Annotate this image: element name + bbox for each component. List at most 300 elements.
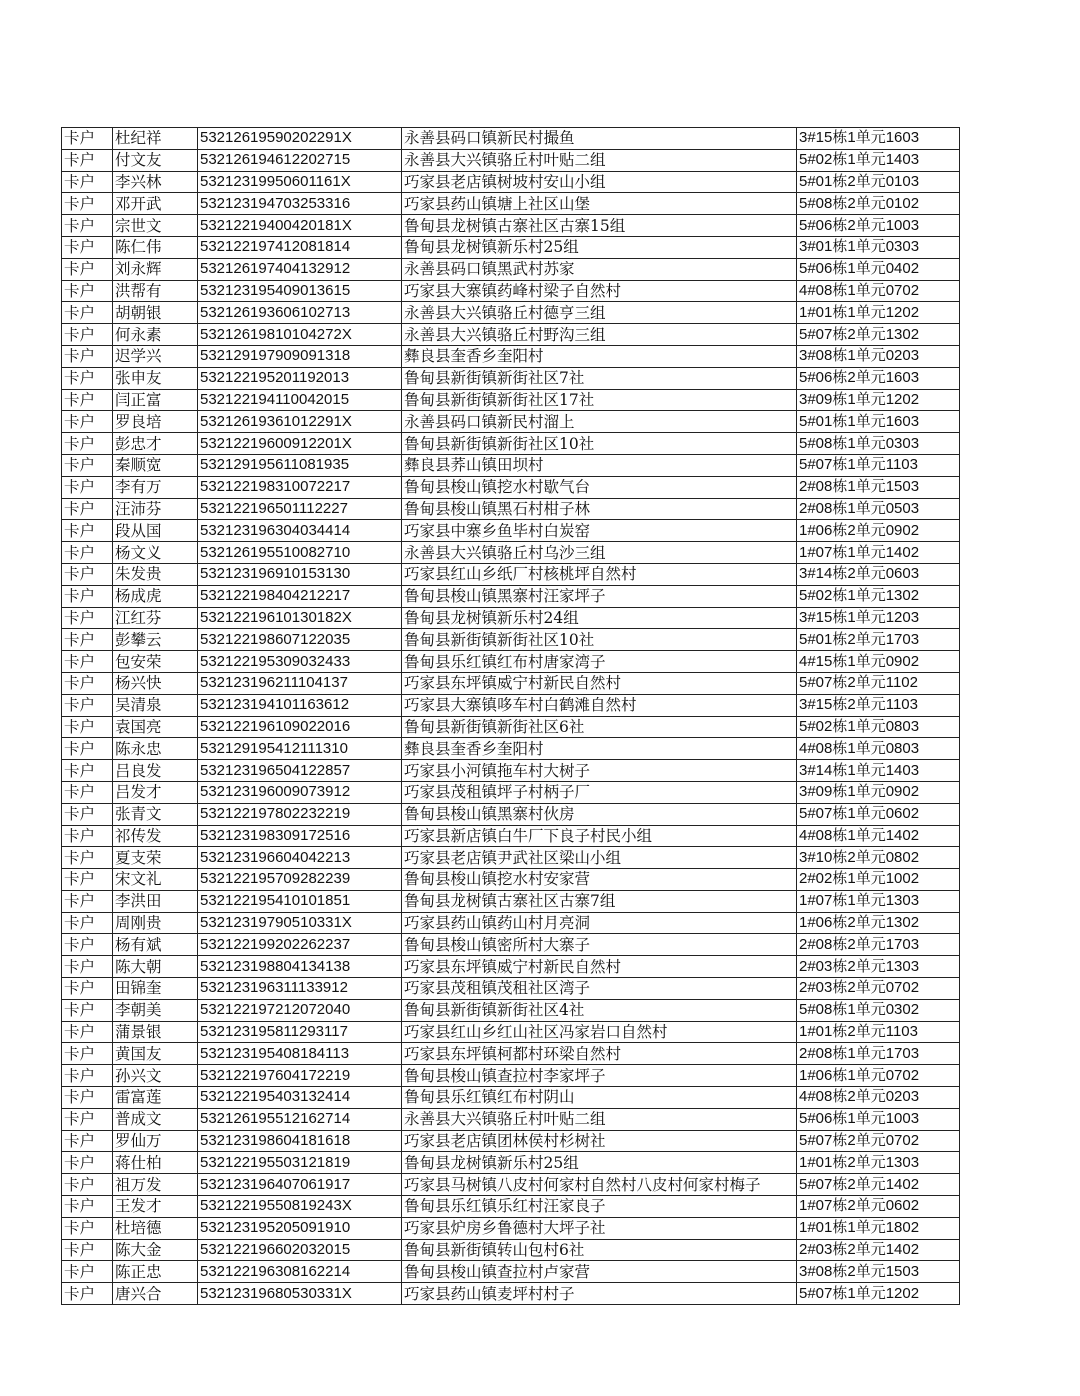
table-row — [62, 476, 960, 498]
id-number-cell: 532129195611081935 — [198, 454, 402, 476]
household-type-cell: 卡户 — [62, 912, 113, 934]
id-number-cell: 53212619361012291X — [198, 411, 402, 433]
address-cell: 鲁甸县梭山镇查拉村李家坪子 — [402, 1065, 797, 1087]
room-cell: 3#15栋2单元1103 — [797, 694, 960, 716]
household-type-cell: 卡户 — [62, 694, 113, 716]
room-cell: 2#08栋1单元1503 — [797, 476, 960, 498]
table-row — [62, 193, 960, 215]
table-row — [62, 890, 960, 912]
room-cell: 5#07栋1单元1103 — [797, 454, 960, 476]
name-cell: 袁国亮 — [113, 716, 198, 738]
id-number-cell: 532122195403132414 — [198, 1087, 402, 1109]
address-cell: 巧家县大寨镇药峰村梁子自然村 — [402, 280, 797, 302]
household-type-cell: 卡户 — [62, 389, 113, 411]
room-cell: 5#08栋2单元0102 — [797, 193, 960, 215]
table-row — [62, 302, 960, 324]
room-cell: 3#01栋1单元0303 — [797, 236, 960, 258]
household-type-cell: 卡户 — [62, 258, 113, 280]
address-cell: 鲁甸县龙树镇新乐村24组 — [402, 607, 797, 629]
name-cell: 蒋仕柏 — [113, 1152, 198, 1174]
table-row — [62, 672, 960, 694]
household-type-cell: 卡户 — [62, 345, 113, 367]
room-cell: 5#01栋2单元0103 — [797, 171, 960, 193]
name-cell: 江红芬 — [113, 607, 198, 629]
id-number-cell: 532123198604181618 — [198, 1130, 402, 1152]
table-row — [62, 956, 960, 978]
address-cell: 巧家县红山乡纸厂村核桃坪自然村 — [402, 563, 797, 585]
household-type-cell: 卡户 — [62, 1239, 113, 1261]
table-row — [62, 1239, 960, 1261]
id-number-cell: 53212619590202291X — [198, 128, 402, 150]
name-cell: 夏支荣 — [113, 847, 198, 869]
table-row — [62, 694, 960, 716]
id-number-cell: 53212219610130182X — [198, 607, 402, 629]
room-cell: 5#06栋1单元1003 — [797, 1108, 960, 1130]
table-row — [62, 520, 960, 542]
id-number-cell: 53212319680530331X — [198, 1283, 402, 1305]
address-cell: 巧家县药山镇塘上社区山堡 — [402, 193, 797, 215]
id-number-cell: 532123196407061917 — [198, 1174, 402, 1196]
household-type-cell: 卡户 — [62, 171, 113, 193]
address-cell: 鲁甸县新街镇新街社区17社 — [402, 389, 797, 411]
name-cell: 汪沛芬 — [113, 498, 198, 520]
id-number-cell: 532123196910153130 — [198, 563, 402, 585]
table-row — [62, 1196, 960, 1218]
household-type-cell: 卡户 — [62, 454, 113, 476]
address-cell: 巧家县炉房乡鲁德村大坪子社 — [402, 1217, 797, 1239]
id-number-cell: 532126195512162714 — [198, 1108, 402, 1130]
household-type-cell: 卡户 — [62, 1087, 113, 1109]
name-cell: 付文友 — [113, 149, 198, 171]
household-type-cell: 卡户 — [62, 738, 113, 760]
table-row — [62, 1217, 960, 1239]
name-cell: 宋文礼 — [113, 869, 198, 891]
address-cell: 巧家县马树镇八皮村何家村自然村八皮村何家村梅子 — [402, 1174, 797, 1196]
name-cell: 罗良培 — [113, 411, 198, 433]
household-type-cell: 卡户 — [62, 215, 113, 237]
room-cell: 1#01栋2单元1303 — [797, 1152, 960, 1174]
room-cell: 3#14栋1单元1403 — [797, 760, 960, 782]
name-cell: 迟学兴 — [113, 345, 198, 367]
id-number-cell: 53212219550819243X — [198, 1196, 402, 1218]
name-cell: 陈大朝 — [113, 956, 198, 978]
table-row — [62, 651, 960, 673]
room-cell: 5#07栋2单元1402 — [797, 1174, 960, 1196]
address-cell: 鲁甸县梭山镇黑石村柑子林 — [402, 498, 797, 520]
id-number-cell: 532123195811293117 — [198, 1021, 402, 1043]
id-number-cell: 532122197212072040 — [198, 999, 402, 1021]
table-row — [62, 781, 960, 803]
address-cell: 巧家县小河镇拖车村大树子 — [402, 760, 797, 782]
household-type-cell: 卡户 — [62, 956, 113, 978]
table-row — [62, 454, 960, 476]
room-cell: 2#03栋2单元1402 — [797, 1239, 960, 1261]
address-cell: 巧家县新店镇白牛厂下良子村民小组 — [402, 825, 797, 847]
room-cell: 4#08栋1单元1402 — [797, 825, 960, 847]
room-cell: 3#09栋1单元1202 — [797, 389, 960, 411]
household-type-cell: 卡户 — [62, 978, 113, 1000]
name-cell: 段从国 — [113, 520, 198, 542]
household-type-cell: 卡户 — [62, 520, 113, 542]
table-row — [62, 236, 960, 258]
table-row — [62, 629, 960, 651]
id-number-cell: 532122195503121819 — [198, 1152, 402, 1174]
address-cell: 巧家县老店镇树坡村安山小组 — [402, 171, 797, 193]
household-type-cell: 卡户 — [62, 476, 113, 498]
name-cell: 朱发贵 — [113, 563, 198, 585]
id-number-cell: 53212619810104272X — [198, 324, 402, 346]
table-row — [62, 1283, 960, 1305]
name-cell: 黄国友 — [113, 1043, 198, 1065]
name-cell: 彭攀云 — [113, 629, 198, 651]
id-number-cell: 532123198804134138 — [198, 956, 402, 978]
household-type-cell: 卡户 — [62, 1283, 113, 1305]
room-cell: 5#08栋1单元0303 — [797, 433, 960, 455]
name-cell: 李洪田 — [113, 890, 198, 912]
name-cell: 祖万发 — [113, 1174, 198, 1196]
address-cell: 永善县大兴镇骆丘村叶贴二组 — [402, 1108, 797, 1130]
room-cell: 3#14栋2单元0603 — [797, 563, 960, 585]
room-cell: 5#07栋1单元0602 — [797, 803, 960, 825]
address-cell: 巧家县茂租镇茂租社区湾子 — [402, 978, 797, 1000]
id-number-cell: 532123196211104137 — [198, 672, 402, 694]
table-row — [62, 934, 960, 956]
id-number-cell: 532123195408184113 — [198, 1043, 402, 1065]
id-number-cell: 532123195205091910 — [198, 1217, 402, 1239]
id-number-cell: 532122197802232219 — [198, 803, 402, 825]
id-number-cell: 532126195510082710 — [198, 542, 402, 564]
table-row — [62, 149, 960, 171]
address-cell: 巧家县老店镇尹武社区梁山小组 — [402, 847, 797, 869]
address-cell: 鲁甸县龙树镇古寨社区古寨15组 — [402, 215, 797, 237]
name-cell: 陈永忠 — [113, 738, 198, 760]
name-cell: 杨有斌 — [113, 934, 198, 956]
household-type-cell: 卡户 — [62, 1130, 113, 1152]
table-row — [62, 847, 960, 869]
table-row — [62, 978, 960, 1000]
household-type-cell: 卡户 — [62, 1261, 113, 1283]
room-cell: 5#07栋2单元0702 — [797, 1130, 960, 1152]
address-cell: 永善县码口镇黑武村苏家 — [402, 258, 797, 280]
name-cell: 祁传发 — [113, 825, 198, 847]
table-row — [62, 1043, 960, 1065]
household-type-cell: 卡户 — [62, 1174, 113, 1196]
id-number-cell: 532123196009073912 — [198, 781, 402, 803]
address-cell: 鲁甸县梭山镇挖水村歇气台 — [402, 476, 797, 498]
household-type-cell: 卡户 — [62, 498, 113, 520]
name-cell: 杨成虎 — [113, 585, 198, 607]
household-type-cell: 卡户 — [62, 672, 113, 694]
household-type-cell: 卡户 — [62, 803, 113, 825]
household-type-cell: 卡户 — [62, 193, 113, 215]
name-cell: 包安荣 — [113, 651, 198, 673]
address-cell: 巧家县东坪镇威宁村新民自然村 — [402, 672, 797, 694]
household-type-cell: 卡户 — [62, 324, 113, 346]
id-number-cell: 53212319790510331X — [198, 912, 402, 934]
household-type-cell: 卡户 — [62, 760, 113, 782]
table-row — [62, 738, 960, 760]
address-cell: 鲁甸县新街镇新街社区10社 — [402, 433, 797, 455]
household-type-cell: 卡户 — [62, 1021, 113, 1043]
table-row — [62, 215, 960, 237]
id-number-cell: 532123196311133912 — [198, 978, 402, 1000]
room-cell: 5#06栋2单元1603 — [797, 367, 960, 389]
table-row — [62, 563, 960, 585]
household-type-cell: 卡户 — [62, 869, 113, 891]
address-cell: 鲁甸县新街镇新街社区10社 — [402, 629, 797, 651]
household-type-cell: 卡户 — [62, 563, 113, 585]
id-number-cell: 532122198310072217 — [198, 476, 402, 498]
room-cell: 5#02栋1单元1302 — [797, 585, 960, 607]
name-cell: 陈正忠 — [113, 1261, 198, 1283]
room-cell: 3#08栋2单元1503 — [797, 1261, 960, 1283]
address-cell: 鲁甸县新街镇新街社区4社 — [402, 999, 797, 1021]
address-cell: 彝良县荞山镇田坝村 — [402, 454, 797, 476]
id-number-cell: 532129195412111310 — [198, 738, 402, 760]
address-cell: 巧家县老店镇团林侯村杉树社 — [402, 1130, 797, 1152]
household-type-cell: 卡户 — [62, 1196, 113, 1218]
address-cell: 永善县码口镇新民村撮鱼 — [402, 128, 797, 150]
name-cell: 周刚贵 — [113, 912, 198, 934]
household-type-cell: 卡户 — [62, 607, 113, 629]
id-number-cell: 532122197412081814 — [198, 236, 402, 258]
address-cell: 巧家县茂租镇坪子村柄子厂 — [402, 781, 797, 803]
id-number-cell: 532122195410101851 — [198, 890, 402, 912]
room-cell: 2#08栋1单元0503 — [797, 498, 960, 520]
table-row — [62, 999, 960, 1021]
table-row — [62, 825, 960, 847]
name-cell: 吕良发 — [113, 760, 198, 782]
id-number-cell: 532126197404132912 — [198, 258, 402, 280]
table-row — [62, 1261, 960, 1283]
address-cell: 巧家县大寨镇哆车村白鹤滩自然村 — [402, 694, 797, 716]
household-type-cell: 卡户 — [62, 433, 113, 455]
household-type-cell: 卡户 — [62, 236, 113, 258]
table-row — [62, 716, 960, 738]
room-cell: 3#08栋1单元0203 — [797, 345, 960, 367]
table-row — [62, 1021, 960, 1043]
room-cell: 1#01栋1单元1202 — [797, 302, 960, 324]
table-row — [62, 585, 960, 607]
room-cell: 3#10栋2单元0802 — [797, 847, 960, 869]
address-cell: 永善县大兴镇骆丘村乌沙三组 — [402, 542, 797, 564]
id-number-cell: 532122194110042015 — [198, 389, 402, 411]
room-cell: 5#07栋2单元1302 — [797, 324, 960, 346]
address-cell: 鲁甸县梭山镇查拉村卢家营 — [402, 1261, 797, 1283]
household-type-cell: 卡户 — [62, 999, 113, 1021]
table-row — [62, 1130, 960, 1152]
room-cell: 2#03栋2单元1303 — [797, 956, 960, 978]
table-row — [62, 1174, 960, 1196]
resident-table-body — [62, 128, 960, 1305]
name-cell: 邓开武 — [113, 193, 198, 215]
address-cell: 鲁甸县梭山镇黑寨村汪家坪子 — [402, 585, 797, 607]
id-number-cell: 532126193606102713 — [198, 302, 402, 324]
address-cell: 永善县码口镇新民村溜上 — [402, 411, 797, 433]
household-type-cell: 卡户 — [62, 934, 113, 956]
name-cell: 王发才 — [113, 1196, 198, 1218]
table-row — [62, 411, 960, 433]
room-cell: 5#07栋2单元1102 — [797, 672, 960, 694]
name-cell: 唐兴合 — [113, 1283, 198, 1305]
address-cell: 鲁甸县龙树镇古寨社区古寨7组 — [402, 890, 797, 912]
table-row — [62, 367, 960, 389]
table-row — [62, 542, 960, 564]
name-cell: 张青文 — [113, 803, 198, 825]
name-cell: 胡朝银 — [113, 302, 198, 324]
room-cell: 3#09栋1单元0902 — [797, 781, 960, 803]
household-type-cell: 卡户 — [62, 280, 113, 302]
id-number-cell: 532122196308162214 — [198, 1261, 402, 1283]
name-cell: 田锦奎 — [113, 978, 198, 1000]
name-cell: 吕发才 — [113, 781, 198, 803]
household-type-cell: 卡户 — [62, 629, 113, 651]
room-cell: 2#08栋2单元1703 — [797, 934, 960, 956]
id-number-cell: 532123194101163612 — [198, 694, 402, 716]
name-cell: 杨文义 — [113, 542, 198, 564]
name-cell: 秦顺宽 — [113, 454, 198, 476]
id-number-cell: 532122195709282239 — [198, 869, 402, 891]
name-cell: 李兴林 — [113, 171, 198, 193]
name-cell: 蒲景银 — [113, 1021, 198, 1043]
address-cell: 彝良县奎香乡奎阳村 — [402, 345, 797, 367]
name-cell: 何永素 — [113, 324, 198, 346]
address-cell: 巧家县中寨乡鱼毕村白炭窑 — [402, 520, 797, 542]
id-number-cell: 532129197909091318 — [198, 345, 402, 367]
name-cell: 罗仙万 — [113, 1130, 198, 1152]
name-cell: 洪帮有 — [113, 280, 198, 302]
id-number-cell: 53212319950601161X — [198, 171, 402, 193]
id-number-cell: 532123195409013615 — [198, 280, 402, 302]
room-cell: 1#07栋2单元0602 — [797, 1196, 960, 1218]
id-number-cell: 532122196501112227 — [198, 498, 402, 520]
resident-table — [61, 127, 960, 1305]
table-row — [62, 280, 960, 302]
household-type-cell: 卡户 — [62, 1043, 113, 1065]
table-row — [62, 869, 960, 891]
household-type-cell: 卡户 — [62, 1065, 113, 1087]
table-row — [62, 389, 960, 411]
table-row — [62, 498, 960, 520]
household-type-cell: 卡户 — [62, 825, 113, 847]
address-cell: 鲁甸县新街镇转山包村6社 — [402, 1239, 797, 1261]
address-cell: 永善县大兴镇骆丘村野沟三组 — [402, 324, 797, 346]
address-cell: 巧家县东坪镇威宁村新民自然村 — [402, 956, 797, 978]
id-number-cell: 532122197604172219 — [198, 1065, 402, 1087]
room-cell: 5#02栋1单元1403 — [797, 149, 960, 171]
room-cell: 5#01栋1单元1603 — [797, 411, 960, 433]
id-number-cell: 532122195201192013 — [198, 367, 402, 389]
id-number-cell: 532122196602032015 — [198, 1239, 402, 1261]
room-cell: 5#06栋1单元0402 — [797, 258, 960, 280]
table-row — [62, 258, 960, 280]
room-cell: 3#15栋1单元1203 — [797, 607, 960, 629]
table-row — [62, 803, 960, 825]
address-cell: 鲁甸县龙树镇新乐村25组 — [402, 1152, 797, 1174]
name-cell: 陈仁伟 — [113, 236, 198, 258]
address-cell: 巧家县药山镇药山村月亮洞 — [402, 912, 797, 934]
id-number-cell: 532123196604042213 — [198, 847, 402, 869]
name-cell: 陈大金 — [113, 1239, 198, 1261]
household-type-cell: 卡户 — [62, 367, 113, 389]
table-row — [62, 324, 960, 346]
room-cell: 4#08栋1单元0702 — [797, 280, 960, 302]
name-cell: 李朝美 — [113, 999, 198, 1021]
room-cell: 5#08栋1单元0302 — [797, 999, 960, 1021]
table-row — [62, 1108, 960, 1130]
room-cell: 1#01栋2单元1103 — [797, 1021, 960, 1043]
name-cell: 孙兴文 — [113, 1065, 198, 1087]
id-number-cell: 532122198607122035 — [198, 629, 402, 651]
id-number-cell: 532122198404212217 — [198, 585, 402, 607]
table-row — [62, 1152, 960, 1174]
id-number-cell: 53212219400420181X — [198, 215, 402, 237]
name-cell: 宗世文 — [113, 215, 198, 237]
id-number-cell: 532123196304034414 — [198, 520, 402, 542]
household-type-cell: 卡户 — [62, 411, 113, 433]
room-cell: 5#06栋2单元1003 — [797, 215, 960, 237]
room-cell: 2#03栋2单元0702 — [797, 978, 960, 1000]
address-cell: 巧家县药山镇麦坪村村子 — [402, 1283, 797, 1305]
room-cell: 1#07栋1单元1402 — [797, 542, 960, 564]
name-cell: 李有万 — [113, 476, 198, 498]
id-number-cell: 53212219600912201X — [198, 433, 402, 455]
room-cell: 5#01栋2单元1703 — [797, 629, 960, 651]
name-cell: 杨兴快 — [113, 672, 198, 694]
room-cell: 2#08栋1单元1703 — [797, 1043, 960, 1065]
room-cell: 1#07栋1单元1303 — [797, 890, 960, 912]
household-type-cell: 卡户 — [62, 651, 113, 673]
room-cell: 5#07栋1单元1202 — [797, 1283, 960, 1305]
household-type-cell: 卡户 — [62, 1108, 113, 1130]
name-cell: 雷富莲 — [113, 1087, 198, 1109]
room-cell: 1#01栋1单元1802 — [797, 1217, 960, 1239]
household-type-cell: 卡户 — [62, 716, 113, 738]
address-cell: 鲁甸县新街镇新街社区7社 — [402, 367, 797, 389]
address-cell: 永善县大兴镇骆丘村叶贴二组 — [402, 149, 797, 171]
household-type-cell: 卡户 — [62, 781, 113, 803]
address-cell: 鲁甸县梭山镇挖水村安家营 — [402, 869, 797, 891]
household-type-cell: 卡户 — [62, 128, 113, 150]
id-number-cell: 532123194703253316 — [198, 193, 402, 215]
table-row — [62, 607, 960, 629]
table-row — [62, 128, 960, 150]
table-row — [62, 912, 960, 934]
household-type-cell: 卡户 — [62, 890, 113, 912]
address-cell: 巧家县红山乡红山社区冯家岩口自然村 — [402, 1021, 797, 1043]
room-cell: 5#02栋1单元0803 — [797, 716, 960, 738]
id-number-cell: 532122196109022016 — [198, 716, 402, 738]
household-type-cell: 卡户 — [62, 302, 113, 324]
household-type-cell: 卡户 — [62, 149, 113, 171]
room-cell: 4#08栋1单元0803 — [797, 738, 960, 760]
address-cell: 鲁甸县乐红镇红布村阴山 — [402, 1087, 797, 1109]
table-row — [62, 1087, 960, 1109]
address-cell: 巧家县东坪镇柯都村环梁自然村 — [402, 1043, 797, 1065]
id-number-cell: 532122195309032433 — [198, 651, 402, 673]
room-cell: 4#15栋1单元0902 — [797, 651, 960, 673]
id-number-cell: 532123196504122857 — [198, 760, 402, 782]
id-number-cell: 532123198309172516 — [198, 825, 402, 847]
name-cell: 彭忠才 — [113, 433, 198, 455]
room-cell: 1#06栋2单元1302 — [797, 912, 960, 934]
name-cell: 杜培德 — [113, 1217, 198, 1239]
address-cell: 鲁甸县乐红镇红布村唐家湾子 — [402, 651, 797, 673]
table-row — [62, 433, 960, 455]
id-number-cell: 532126194612202715 — [198, 149, 402, 171]
name-cell: 闫正富 — [113, 389, 198, 411]
table-row — [62, 1065, 960, 1087]
